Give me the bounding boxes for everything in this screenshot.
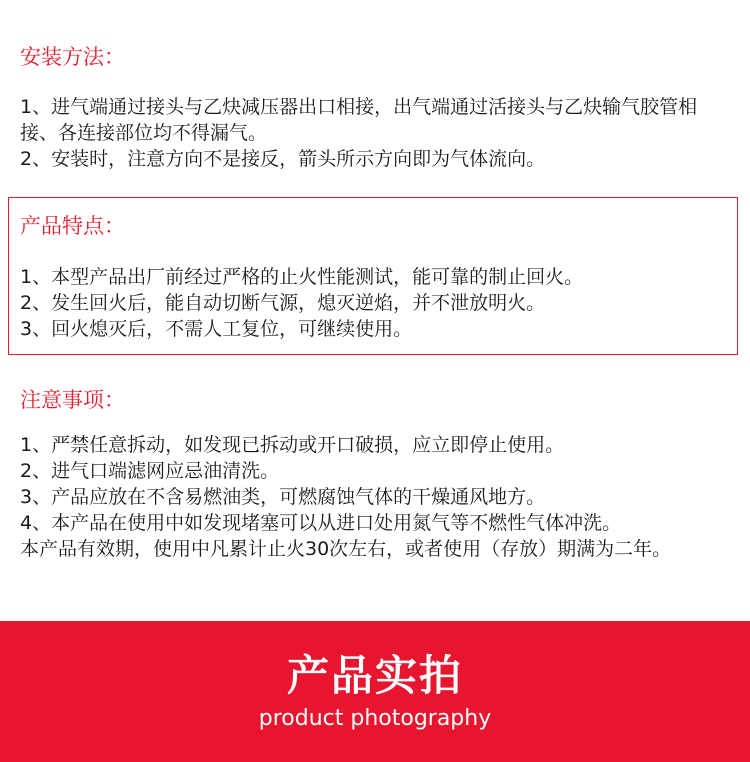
features-section bbox=[8, 197, 738, 355]
note-item: 2、进气口端滤网应忌油清洗。 bbox=[20, 460, 280, 482]
notes-heading: 注意事项： bbox=[20, 388, 125, 412]
note-item: 4、本产品在使用中如发现堵塞可以从进口处用氮气等不燃性气体冲洗。 bbox=[20, 512, 622, 534]
note-item: 本产品有效期，使用中凡累计止火30次左右，或者使用（存放）期满为二年。 bbox=[20, 538, 672, 560]
product-photo-banner bbox=[0, 621, 750, 762]
features-text bbox=[20, 264, 730, 342]
feature-item: 2、发生回火后，能自动切断气源，熄灭逆焰，并不泄放明火。 bbox=[20, 292, 546, 314]
note-item: 3、产品应放在不含易燃油类，可燃腐蚀气体的干燥通风地方。 bbox=[20, 486, 546, 508]
installation-text bbox=[20, 94, 730, 172]
installation-item: 2、安装时，注意方向不是接反，箭头所示方向即为气体流向。 bbox=[20, 148, 546, 170]
feature-item: 3、回火熄灭后，不需人工复位，可继续使用。 bbox=[20, 318, 413, 340]
notes-section bbox=[0, 370, 750, 620]
installation-item: 1、进气端通过接头与乙炔减压器出口相接，出气端通过活接头与乙炔输气胶管相接、各连接部位均不得漏气。 bbox=[20, 96, 698, 144]
features-heading: 产品特点： bbox=[20, 214, 125, 238]
installation-section bbox=[0, 0, 750, 196]
installation-heading: 安装方法： bbox=[20, 45, 125, 69]
banner-title: 产品实拍 bbox=[286, 651, 463, 700]
note-item: 1、严禁任意拆动，如发现已拆动或开口破损，应立即停止使用。 bbox=[20, 434, 565, 456]
banner-subtitle: product photography bbox=[258, 706, 492, 731]
feature-item: 1、本型产品出厂前经过严格的止火性能测试，能可靠的制止回火。 bbox=[20, 266, 584, 288]
notes-text bbox=[20, 432, 730, 562]
